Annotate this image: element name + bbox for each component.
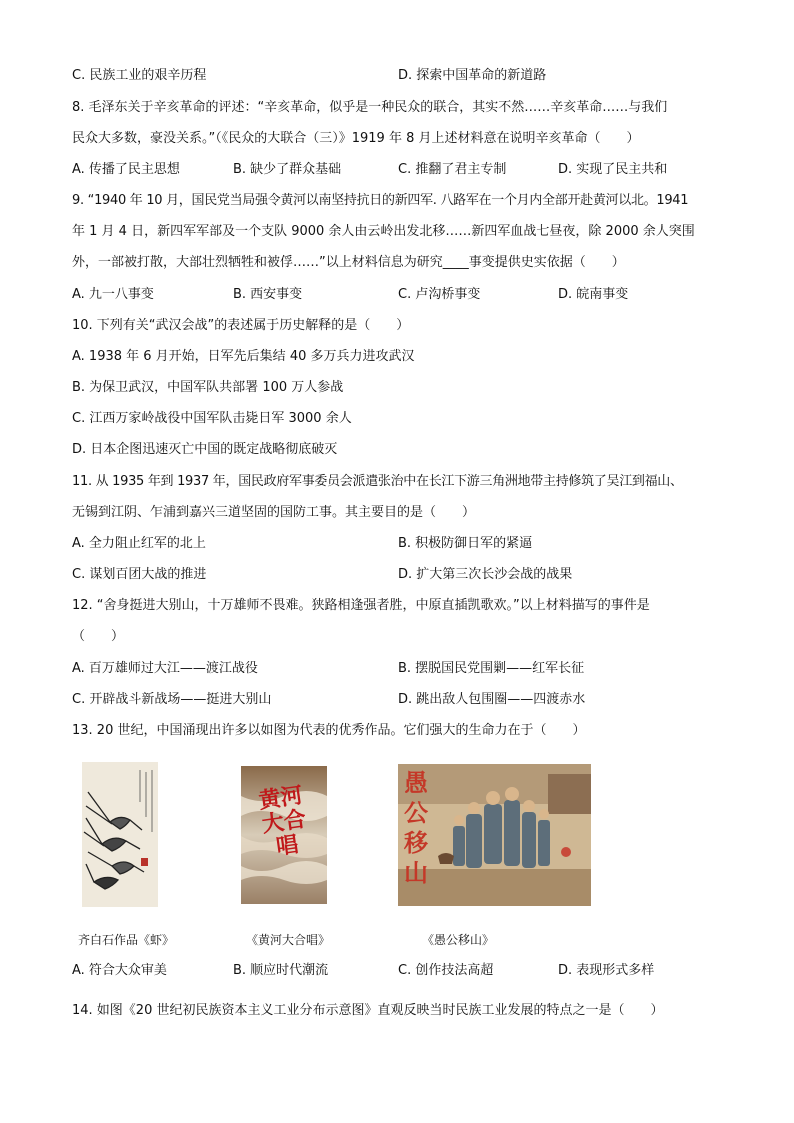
q7-option-c: C. 民族工业的艰辛历程 — [72, 68, 207, 83]
q14-stem: 14. 如图《20 世纪初民族资本主义工业分布示意图》直观反映当时民族工业发展的特点之一是（ ） — [72, 1003, 664, 1018]
q10-option-a: A. 1938 年 6 月开始，日军先后集结 40 多万兵力进攻武汉 — [72, 349, 415, 364]
q8-stem-line-2: 民众大多数，豪没关系。”（《民众的大联合（三）》1919 年 8 月上述材料意在说明辛亥革命（ ） — [72, 131, 640, 146]
q13-option-a: A. 符合大众审美 — [72, 963, 167, 978]
q10-option-d: D. 日本企图迅速灭亡中国的既定战略彻底破灭 — [72, 442, 338, 457]
q9-stem-line-3: 外，一部被打散，大部壮烈牺牲和被俘……”以上材料信息为研究____事变提供史实依据（ ） — [72, 255, 625, 270]
q9-stem-line-1: 9. “1940 年 10 月，国民党当局强令黄河以南坚持抗日的新四军. 八路军在一个月内全部开赴黄河以北。1941 — [72, 193, 689, 208]
q11-option-b: B. 积极防御日军的紧逼 — [398, 536, 533, 551]
q11-option-a: A. 全力阻止红军的北上 — [72, 536, 206, 551]
shrimp-painting-caption: 齐白石作品《虾》 — [78, 933, 175, 947]
q11-stem-line-1: 11. 从 1935 年到 1937 年，国民政府军事委员会派遣张治中在长江下游三角洲地带主持修筑了吴江到福山、 — [72, 474, 683, 489]
q10-option-b: B. 为保卫武汉，中国军队共部署 100 万人参战 — [72, 380, 344, 395]
foolish-old-man-caption: 《愚公移山》 — [422, 933, 495, 947]
q8-stem-line-1: 8. 毛泽东关于辛亥革命的评述：“辛亥革命，似乎是一种民众的联合，其实不然……辛亥革命……与我们 — [72, 100, 668, 115]
q9-stem-line-2: 年 1 月 4 日，新四军军部及一个支队 9000 余人由云岭出发北移……新四军血战七昼夜，除 2000 余人突围 — [72, 224, 695, 239]
q13-option-c: C. 创作技法高超 — [398, 963, 494, 978]
q9-option-a: A. 九一八事变 — [72, 287, 154, 302]
foolish-old-man-painting — [398, 764, 591, 906]
yellow-river-poster-title: 黄河大合唱 — [257, 782, 308, 861]
q9-option-c: C. 卢沟桥事变 — [398, 287, 481, 302]
foolish-old-man-title: 愚公移山 — [404, 768, 428, 887]
q13-option-b: B. 顺应时代潮流 — [233, 963, 329, 978]
q7-option-d: D. 探索中国革命的新道路 — [398, 68, 547, 83]
yellow-river-cantata-caption: 《黄河大合唱》 — [246, 933, 331, 947]
shrimp-painting-image — [82, 762, 158, 907]
q12-stem-line-1: 12. “舍身挺进大别山，十万雄师不畏难。狭路相逢强者胜，中原直插凯歌欢。”以上材料描写的事件是 — [72, 598, 650, 613]
q12-option-a: A. 百万雄师过大江——渡江战役 — [72, 661, 258, 676]
q12-option-c: C. 开辟战斗新战场——挺进大别山 — [72, 692, 272, 707]
yellow-river-cantata-poster — [241, 766, 327, 904]
q9-option-d: D. 皖南事变 — [558, 287, 629, 302]
q8-option-b: B. 缺少了群众基础 — [233, 162, 342, 177]
q12-option-d: D. 跳出敌人包围圈——四渡赤水 — [398, 692, 586, 707]
q12-option-b: B. 摆脱国民党围剿——红军长征 — [398, 661, 585, 676]
q11-stem-line-2: 无锡到江阴、乍浦到嘉兴三道坚固的国防工事。其主要目的是（ ） — [72, 505, 476, 520]
q11-option-c: C. 谋划百团大战的推进 — [72, 567, 207, 582]
q8-option-a: A. 传播了民主思想 — [72, 162, 180, 177]
q11-option-d: D. 扩大第三次长沙会战的战果 — [398, 567, 573, 582]
q10-stem: 10. 下列有关“武汉会战”的表述属于历史解释的是（ ） — [72, 318, 410, 333]
shrimp-painting-art — [82, 762, 158, 907]
q10-option-c: C. 江西万家岭战役中国军队击毙日军 3000 余人 — [72, 411, 352, 426]
q13-stem: 13. 20 世纪，中国涌现出许多以如图为代表的优秀作品。它们强大的生命力在于（ ） — [72, 723, 586, 738]
q12-stem-line-2: （ ） — [72, 629, 125, 644]
q8-option-d: D. 实现了民主共和 — [558, 162, 668, 177]
q9-option-b: B. 西安事变 — [233, 287, 303, 302]
q8-option-c: C. 推翻了君主专制 — [398, 162, 507, 177]
q13-option-d: D. 表现形式多样 — [558, 963, 655, 978]
